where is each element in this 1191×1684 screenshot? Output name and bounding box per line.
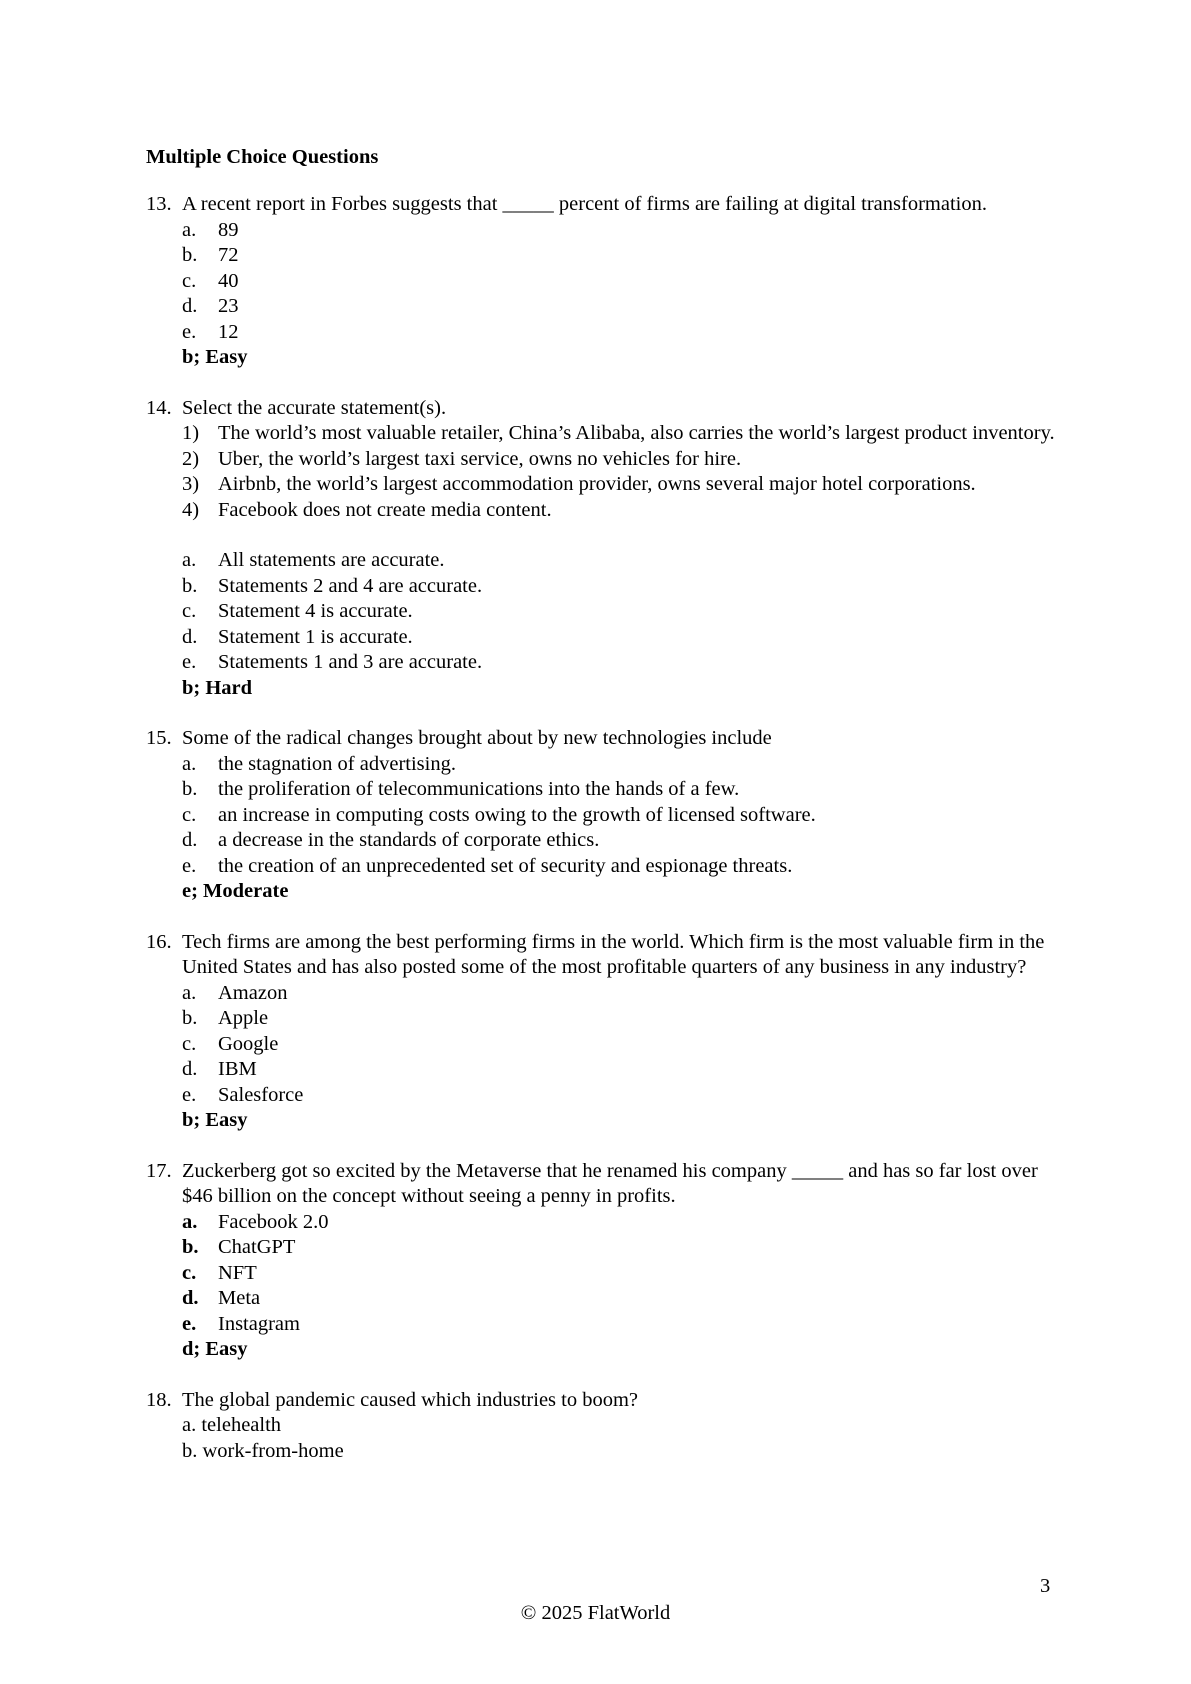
option-c xyxy=(182,1032,1066,1058)
statement-4 xyxy=(182,498,1066,524)
option-label: e. xyxy=(182,320,197,343)
option-c xyxy=(182,269,1066,295)
statement-text: The world’s most valuable retailer, China’s Alibaba, also carries the world’s largest product inventory. xyxy=(218,422,1055,444)
statement-3 xyxy=(182,472,1066,498)
statement-label: 4) xyxy=(182,498,200,521)
statement-label: 1) xyxy=(182,422,200,444)
option-label: d. xyxy=(182,295,198,317)
option-b: b. work-from-home xyxy=(182,1439,344,1462)
option-text: Statement 4 is accurate. xyxy=(218,600,413,622)
option-text: Statements 1 and 3 are accurate. xyxy=(218,651,483,673)
option-label: d. xyxy=(182,625,198,648)
option-text: the stagnation of advertising. xyxy=(218,752,456,775)
option-label: c. xyxy=(182,600,197,622)
question-number: 14. xyxy=(146,396,172,419)
answer-key: b; Hard xyxy=(182,676,253,699)
answer-key: b; Easy xyxy=(182,1109,248,1131)
option-b xyxy=(182,1235,1066,1261)
answer-key: b; Easy xyxy=(182,346,248,368)
page-content xyxy=(146,144,1066,1489)
option-label: b. xyxy=(182,1007,198,1029)
option-text: Instagram xyxy=(218,1312,300,1335)
statement-2 xyxy=(182,447,1066,473)
answer-key: d; Easy xyxy=(182,1338,248,1360)
option-label: d. xyxy=(182,1287,199,1309)
question-number: 18. xyxy=(146,1388,172,1411)
option-e xyxy=(182,1312,1066,1338)
option-label: a. xyxy=(182,218,197,241)
question-16 xyxy=(146,930,1066,1134)
option-label: a. xyxy=(182,752,197,775)
question-text: Some of the radical changes brought about by new technologies include xyxy=(182,727,772,749)
option-label: b. xyxy=(182,574,198,597)
option-d xyxy=(182,1286,1066,1312)
option-label: d. xyxy=(182,1058,198,1080)
option-label: c. xyxy=(182,1032,197,1055)
option-text: 72 xyxy=(218,244,239,266)
option-c xyxy=(182,803,1066,829)
option-text: Statement 1 is accurate. xyxy=(218,625,413,648)
option-b xyxy=(182,574,1066,600)
option-d xyxy=(182,294,1066,320)
option-text: NFT xyxy=(218,1261,257,1284)
option-label: e. xyxy=(182,1312,197,1335)
option-text: ChatGPT xyxy=(218,1236,296,1258)
question-number: 15. xyxy=(146,727,172,749)
option-label: b. xyxy=(182,244,198,266)
option-label: a. xyxy=(182,549,197,571)
option-label: b. xyxy=(182,1236,199,1258)
option-text: Amazon xyxy=(218,981,288,1004)
option-label: c. xyxy=(182,803,197,826)
option-a xyxy=(182,752,1066,778)
option-a xyxy=(182,548,1066,574)
option-a xyxy=(182,218,1066,244)
option-text: All statements are accurate. xyxy=(218,549,445,571)
option-a xyxy=(182,1210,1066,1236)
statement-text: Uber, the world’s largest taxi service, owns no vehicles for hire. xyxy=(218,447,742,470)
answer-key: e; Moderate xyxy=(182,880,289,902)
option-a: a. telehealth xyxy=(182,1414,282,1436)
question-14 xyxy=(146,396,1066,702)
option-text: 12 xyxy=(218,320,239,343)
question-text: Select the accurate statement(s). xyxy=(182,396,447,419)
option-e xyxy=(182,320,1066,346)
question-15 xyxy=(146,726,1066,905)
option-c xyxy=(182,599,1066,625)
option-text: Meta xyxy=(218,1287,261,1309)
option-text: 23 xyxy=(218,295,239,317)
option-b xyxy=(182,1006,1066,1032)
option-text: 40 xyxy=(218,269,239,292)
option-label: c. xyxy=(182,1261,197,1284)
option-d xyxy=(182,625,1066,651)
option-a xyxy=(182,981,1066,1007)
option-label: e. xyxy=(182,854,197,877)
statement-label: 3) xyxy=(182,473,200,495)
option-e xyxy=(182,1083,1066,1109)
option-d xyxy=(182,828,1066,854)
option-label: a. xyxy=(182,981,197,1004)
option-b xyxy=(182,777,1066,803)
option-text: Google xyxy=(218,1032,279,1055)
statement-text: Facebook does not create media content. xyxy=(218,498,552,521)
option-label: a. xyxy=(182,1210,198,1233)
option-label: e. xyxy=(182,1083,197,1106)
statement-text: Airbnb, the world’s largest accommodation provider, owns several major hotel corporations. xyxy=(218,473,976,495)
option-e xyxy=(182,650,1066,676)
option-e xyxy=(182,854,1066,880)
question-18 xyxy=(146,1388,1066,1465)
question-number: 13. xyxy=(146,193,172,215)
question-text: Tech firms are among the best performing firms in the world. Which firm is the most valuable firm in the United States and has also posted some of the most profitable quarters of any business in any industry? xyxy=(182,930,1045,978)
question-number: 17. xyxy=(146,1159,172,1182)
question-number: 16. xyxy=(146,930,172,953)
option-text: a decrease in the standards of corporate ethics. xyxy=(218,829,600,851)
copyright-footer: © 2025 FlatWorld xyxy=(520,1602,671,1624)
statement-label: 2) xyxy=(182,447,200,470)
option-text: the proliferation of telecommunications into the hands of a few. xyxy=(218,778,740,800)
option-b xyxy=(182,243,1066,269)
option-label: d. xyxy=(182,829,198,851)
section-title: Multiple Choice Questions xyxy=(146,146,379,168)
option-text: an increase in computing costs owing to the growth of licensed software. xyxy=(218,803,816,826)
option-text: Salesforce xyxy=(218,1083,304,1106)
question-text: A recent report in Forbes suggests that _____ percent of firms are failing at digital transformation. xyxy=(182,193,987,215)
page-number: 3 xyxy=(1040,1575,1051,1597)
option-text: Facebook 2.0 xyxy=(218,1210,329,1233)
option-label: b. xyxy=(182,778,198,800)
option-label: c. xyxy=(182,269,197,292)
question-17 xyxy=(146,1159,1066,1363)
question-13 xyxy=(146,192,1066,371)
question-text: The global pandemic caused which industries to boom? xyxy=(182,1388,639,1411)
option-text: 89 xyxy=(218,218,239,241)
option-text: Statements 2 and 4 are accurate. xyxy=(218,574,483,597)
option-label: e. xyxy=(182,651,197,673)
option-c xyxy=(182,1261,1066,1287)
question-text: Zuckerberg got so excited by the Metaverse that he renamed his company _____ and has so far lost over $46 billion on the concept without seeing a penny in profits. xyxy=(182,1159,1038,1207)
option-text: Apple xyxy=(218,1007,269,1029)
option-d xyxy=(182,1057,1066,1083)
option-text: the creation of an unprecedented set of security and espionage threats. xyxy=(218,854,793,877)
statement-1 xyxy=(182,421,1066,447)
option-text: IBM xyxy=(218,1058,257,1080)
